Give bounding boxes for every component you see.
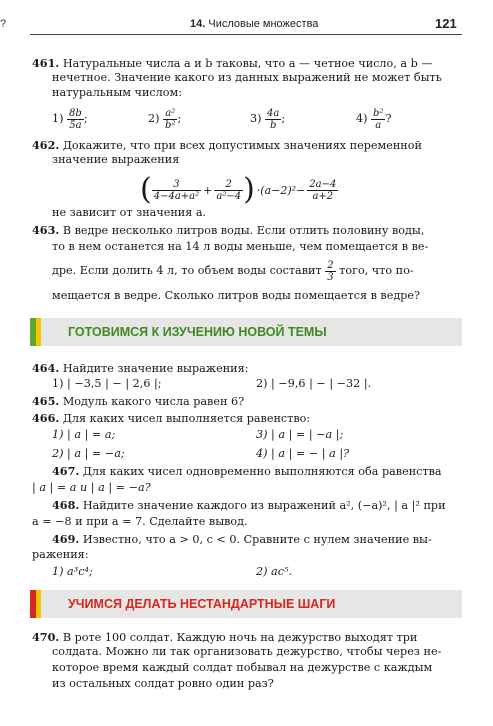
- open-paren: (: [140, 172, 152, 207]
- numerator: 2a−4: [309, 178, 337, 190]
- expression-middle: ·(a−2)²−: [256, 183, 306, 197]
- text: В ведре несколько литров воды. Если отлить половину воды,: [62, 224, 425, 237]
- problem-461-option-2: [148, 104, 181, 134]
- denominator: a: [375, 119, 382, 131]
- problem-number: 469.: [52, 532, 80, 546]
- text: Для каких чисел выполняется равенство:: [62, 412, 311, 425]
- numerator: a²: [163, 108, 177, 120]
- problem-462-expression: [140, 172, 338, 208]
- denominator: b: [270, 119, 277, 131]
- problem-470-line2: солдата. Можно ли так организовать дежурство, чтобы через не-: [52, 645, 442, 658]
- text: В роте 100 солдат. Каждую ночь на дежурство выходят три: [62, 631, 418, 644]
- problem-number: 461.: [32, 56, 60, 70]
- problem-470-line4: из остальных солдат ровно один раз?: [52, 677, 274, 690]
- section-number: 14.: [190, 18, 206, 30]
- option-label: 4): [356, 112, 368, 125]
- problem-461-option-1: [52, 104, 88, 134]
- denominator: a+2: [312, 190, 334, 202]
- problem-468-line1: [52, 498, 446, 513]
- problem-463-line3: [52, 256, 414, 286]
- problem-465: [32, 394, 244, 409]
- numerator: 8b: [69, 107, 82, 119]
- denominator: 4−4a+a²: [153, 190, 200, 202]
- numerator: 3: [152, 179, 201, 191]
- problem-466-option-4: 4) | a | = − | a |?: [256, 447, 350, 460]
- fraction-2: [214, 179, 243, 202]
- text: того, что по-: [339, 264, 414, 277]
- numerator: 2: [214, 179, 243, 191]
- problem-470-line3: которое время каждый солдат побывал на дежурстве с каждым: [52, 661, 433, 674]
- text: Модуль какого числа равен 6?: [62, 395, 245, 408]
- option-label: 2): [148, 112, 160, 125]
- problem-461-line3: натуральным числом:: [52, 86, 182, 99]
- fraction: [265, 108, 281, 131]
- option-end: ;: [83, 112, 88, 125]
- section-title: Числовые множества: [208, 18, 319, 30]
- problem-461-line2: нечетное. Значение какого из данных выражений не может быть: [52, 71, 442, 84]
- option-end: ;: [177, 112, 182, 125]
- denominator: b²: [165, 119, 176, 131]
- text: Найдите значение выражения:: [62, 362, 249, 375]
- problem-469-option-1: 1) a³c⁴;: [52, 565, 93, 578]
- problem-464-line1: [32, 361, 248, 376]
- problem-463-line2: то в нем останется на 14 л воды меньше, чем помещается в ве-: [52, 240, 429, 253]
- text: Для каких чисел одновременно выполняются оба равенства: [82, 465, 442, 478]
- denominator: 5a: [69, 119, 82, 131]
- problem-468-line2: a = −8 и при a = 7. Сделайте вывод.: [32, 515, 248, 528]
- problem-number: 463.: [32, 223, 60, 237]
- band-accent-yellow: [36, 590, 41, 618]
- problem-466-option-1: 1) | a | = a;: [52, 428, 116, 441]
- problem-466-line1: [32, 411, 310, 426]
- problem-467-line2: | a | = a и | a | = −a?: [32, 481, 151, 494]
- problem-463-line4: мещается в ведре. Сколько литров воды помещается в ведре?: [52, 289, 421, 302]
- corner-mark: ?: [0, 18, 7, 30]
- problem-464-option-2: 2) | −9,6 | − | −32 |.: [256, 377, 372, 390]
- text: Натуральные числа a и b таковы, что a — четное число, а b —: [62, 57, 433, 70]
- running-head: [190, 18, 318, 30]
- problem-467-line1: [52, 464, 442, 479]
- problem-462-line1: [32, 138, 422, 153]
- problem-466-option-3: 3) | a | = | −a |;: [256, 428, 344, 441]
- problem-466-option-2: 2) | a | = −a;: [52, 447, 125, 460]
- fraction-1: [152, 179, 201, 202]
- numerator: b²: [373, 107, 384, 119]
- text: Докажите, что при всех допустимых значениях переменной: [62, 139, 422, 152]
- page-header: [0, 0, 493, 44]
- problem-number: 466.: [32, 411, 60, 425]
- fraction-3: [307, 179, 338, 202]
- problem-number: 470.: [32, 630, 60, 644]
- band-accent-yellow: [36, 318, 41, 346]
- problem-469-line2: ражения:: [32, 548, 89, 561]
- problem-470-line1: [32, 630, 417, 645]
- section-title-nonstandard: УЧИМСЯ ДЕЛАТЬ НЕСТАНДАРТНЫЕ ШАГИ: [68, 597, 336, 611]
- page-number: 121: [435, 16, 457, 31]
- problem-number: 467.: [52, 464, 80, 478]
- text: Известно, что a > 0, c < 0. Сравните с нулем значение вы-: [82, 533, 432, 546]
- option-label: 1): [52, 112, 64, 125]
- denominator: 3: [327, 271, 334, 283]
- problem-number: 465.: [32, 394, 60, 408]
- text: дре. Если долить 4 л, то объем воды составит: [52, 264, 322, 277]
- problem-469-option-2: 2) ac⁵.: [256, 565, 293, 578]
- problem-461-option-3: [250, 104, 285, 134]
- problem-461-line1: [32, 56, 433, 71]
- problem-461-option-4: [356, 104, 391, 134]
- plus-sign: +: [203, 183, 213, 197]
- problem-number: 462.: [32, 138, 60, 152]
- problem-462-line2: значение выражения: [52, 153, 180, 166]
- section-title-prepare: ГОТОВИМСЯ К ИЗУЧЕНИЮ НОВОЙ ТЕМЫ: [68, 325, 327, 339]
- close-paren: ): [243, 172, 255, 207]
- text: Найдите значение каждого из выражений a², (−a)², | a |² при: [82, 499, 446, 512]
- fraction: [163, 108, 177, 131]
- fraction: [67, 108, 84, 131]
- option-label: 3): [250, 112, 262, 125]
- fraction: [371, 108, 385, 131]
- numerator: 2: [327, 259, 334, 271]
- problem-number: 468.: [52, 498, 80, 512]
- problem-469-line1: [52, 532, 432, 547]
- problem-462-line3: не зависит от значения a.: [52, 206, 207, 219]
- numerator: 4a: [267, 107, 280, 119]
- option-end: ?: [385, 112, 392, 125]
- fraction: [325, 260, 335, 283]
- problem-464-option-1: 1) | −3,5 | − | 2,6 |;: [52, 377, 162, 390]
- denominator: a²−4: [216, 190, 242, 202]
- option-end: ;: [281, 112, 286, 125]
- header-rule: [30, 34, 462, 35]
- problem-463-line1: [32, 223, 424, 238]
- problem-number: 464.: [32, 361, 60, 375]
